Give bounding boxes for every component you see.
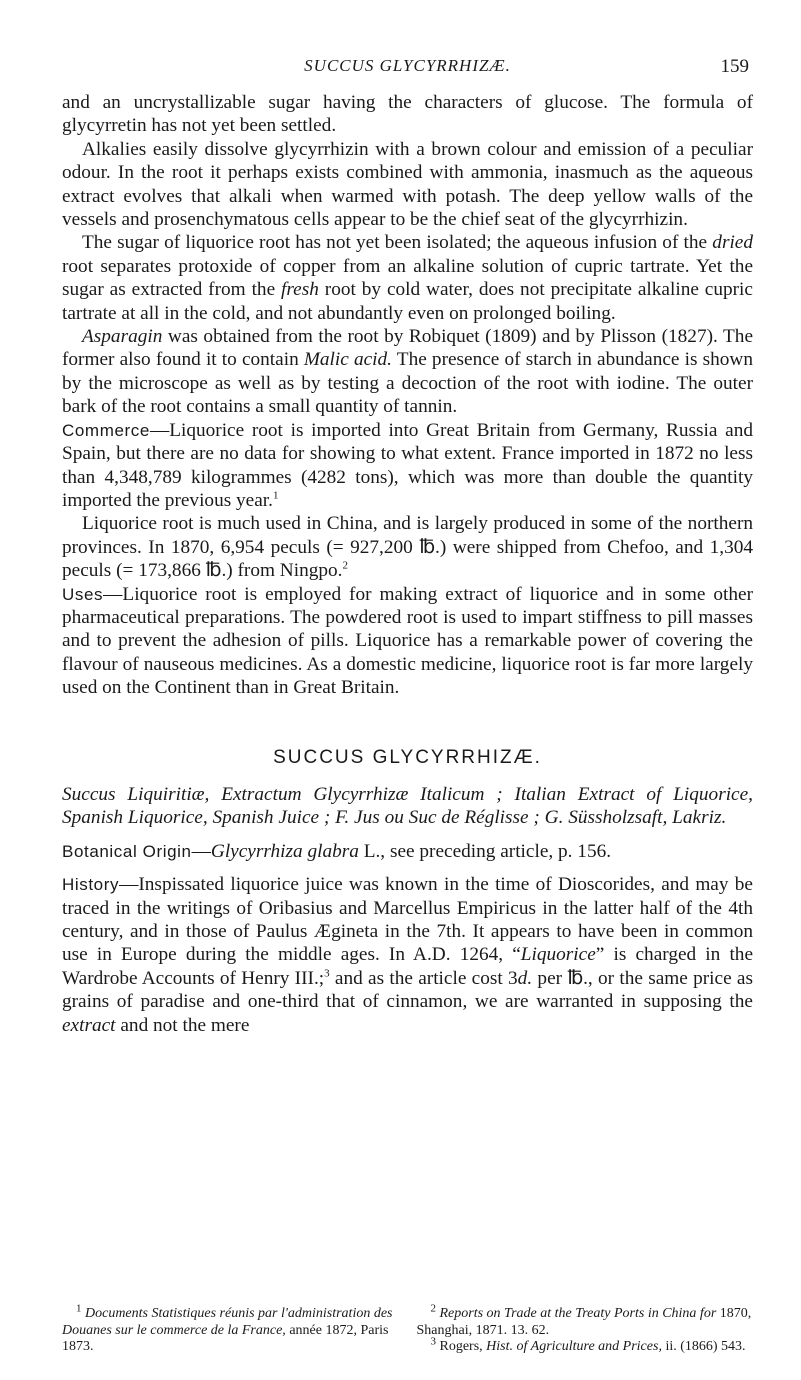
footnote-3: $^3$ Rogers, Hist. of Agriculture and Prices, ii. (1866) 543. <box>430 1335 746 1354</box>
footnote-ref-1[interactable]: 1 <box>272 489 279 502</box>
paragraph-commerce: Commerce—Liquorice root is imported into Great Britain from Germany, Russia and Spain, but there are no data for showing to what extent. France imported in 1872 no less than 4,348,789 kilogrammes (4282 tons), which was more than double the quantity imported the previous year.$^1$ <box>62 419 753 511</box>
heading-botanical: Botanical Origin <box>62 841 192 861</box>
heading-uses: Uses <box>62 584 104 604</box>
paragraph-uses: Uses—Liquorice root is employed for making extract of liquorice and in some other pharmaceutical preparations. The powdered root is used to impart stiffness to pill masses and to prevent the adhesion of pills. Liquorice has a remarkable power of covering the flavour of nauseous medicines. As a domestic medicine, liquorice root is far more largely used on the Continent than in Great Britain. <box>62 583 753 699</box>
footnote-2: $^2$ Reports on Trade at the Treaty Ports in China for 1870, Shanghai, 1871. 13. 62. <box>416 1302 752 1338</box>
footnote-column-left <box>62 1302 399 1356</box>
paragraph-history: History—Inspissated liquorice juice was known in the time of Dioscorides, and may be traced in the writings of Oribasius and Marcellus Empiricus in the latter half of the 4th century, and in those of Paulus Ægineta in the 7th. It appears to have been in common use in Europe during the middle ages. In A.D. 1264, “Liquorice” is charged in the Wardrobe Accounts of Henry III.;$^3$ and as the article cost 3d. per ℔., or the same price as grains of paradise and one-third that of cinnamon, we are warranted in supposing the extract and not the mere <box>62 874 754 1036</box>
page-number: 159 <box>720 56 749 77</box>
body-text <box>62 91 753 1037</box>
footnotes <box>62 1302 753 1356</box>
paragraph-china: Liquorice root is much used in China, and is largely produced in some of the northern provinces. In 1870, 6,954 peculs (= 927,200 ℔.) were shipped from Chefoo, and 1,304 peculs (= 173,866 ℔.) from Ningpo.$^2$ <box>62 513 753 582</box>
footnote-column-right <box>416 1302 754 1356</box>
paragraph-4: Asparagin was obtained from the root by Robiquet (1809) and by Plisson (1827). The former also found it to contain Malic acid. The presence of starch in abundance is shown by the microscope as well as by testing a decoction of the root with iodine. The outer bark of the root contains a small quantity of tannin. <box>62 326 753 418</box>
footnote-ref-2[interactable]: 2 <box>342 559 348 572</box>
paragraph-3: The sugar of liquorice root has not yet been isolated; the aqueous infusion of the dried root separates protoxide of copper from an alkaline solution of cupric tartrate. Yet the sugar as extracted from the fresh root by cold water, does not precipitate alkaline cupric tartrate at all in the cold, and not abundantly even on prolonged boiling. <box>62 232 753 324</box>
paragraph-2: Alkalies easily dissolve glycyrrhizin with a brown colour and emission of a peculiar odour. In the root it perhaps exists combined with ammonia, inasmuch as the aqueous extract evolves that alkali when warmed with potash. The deep yellow walls of the vessels and prosenchymatous cells appear to be the chief seat of the glycyrrhizin. <box>62 138 753 231</box>
footnote-1: $^1$ Documents Statistiques réunis par l'administration des Douanes sur le commerce de la France, année 1872, Paris 1873. <box>62 1302 393 1354</box>
running-head <box>62 56 753 80</box>
paragraph-1: and an uncrystallizable sugar having the characters of glucose. The formula of glycyrretin has not yet been settled. <box>62 92 753 137</box>
paragraph-botanical: Botanical Origin—Glycyrrhiza glabra L., see preceding article, p. 156. <box>62 840 612 862</box>
footnote-ref-3[interactable]: 3 <box>324 967 330 980</box>
running-title: SUCCUS GLYCYRRHIZÆ. <box>304 56 511 75</box>
synonyms: Succus Liquiritiæ, Extractum Glycyrrhizæ Italicum ; Italian Extract of Liquorice, Spanish Liquorice, Spanish Juice ; F. Jus ou Suc de Réglisse ; G. Süssholzsaft, Lakriz. <box>62 783 753 829</box>
section-title: SUCCUS GLYCYRRHIZÆ. <box>273 746 542 768</box>
heading-commerce: Commerce <box>62 420 150 440</box>
heading-history: History <box>62 875 120 895</box>
